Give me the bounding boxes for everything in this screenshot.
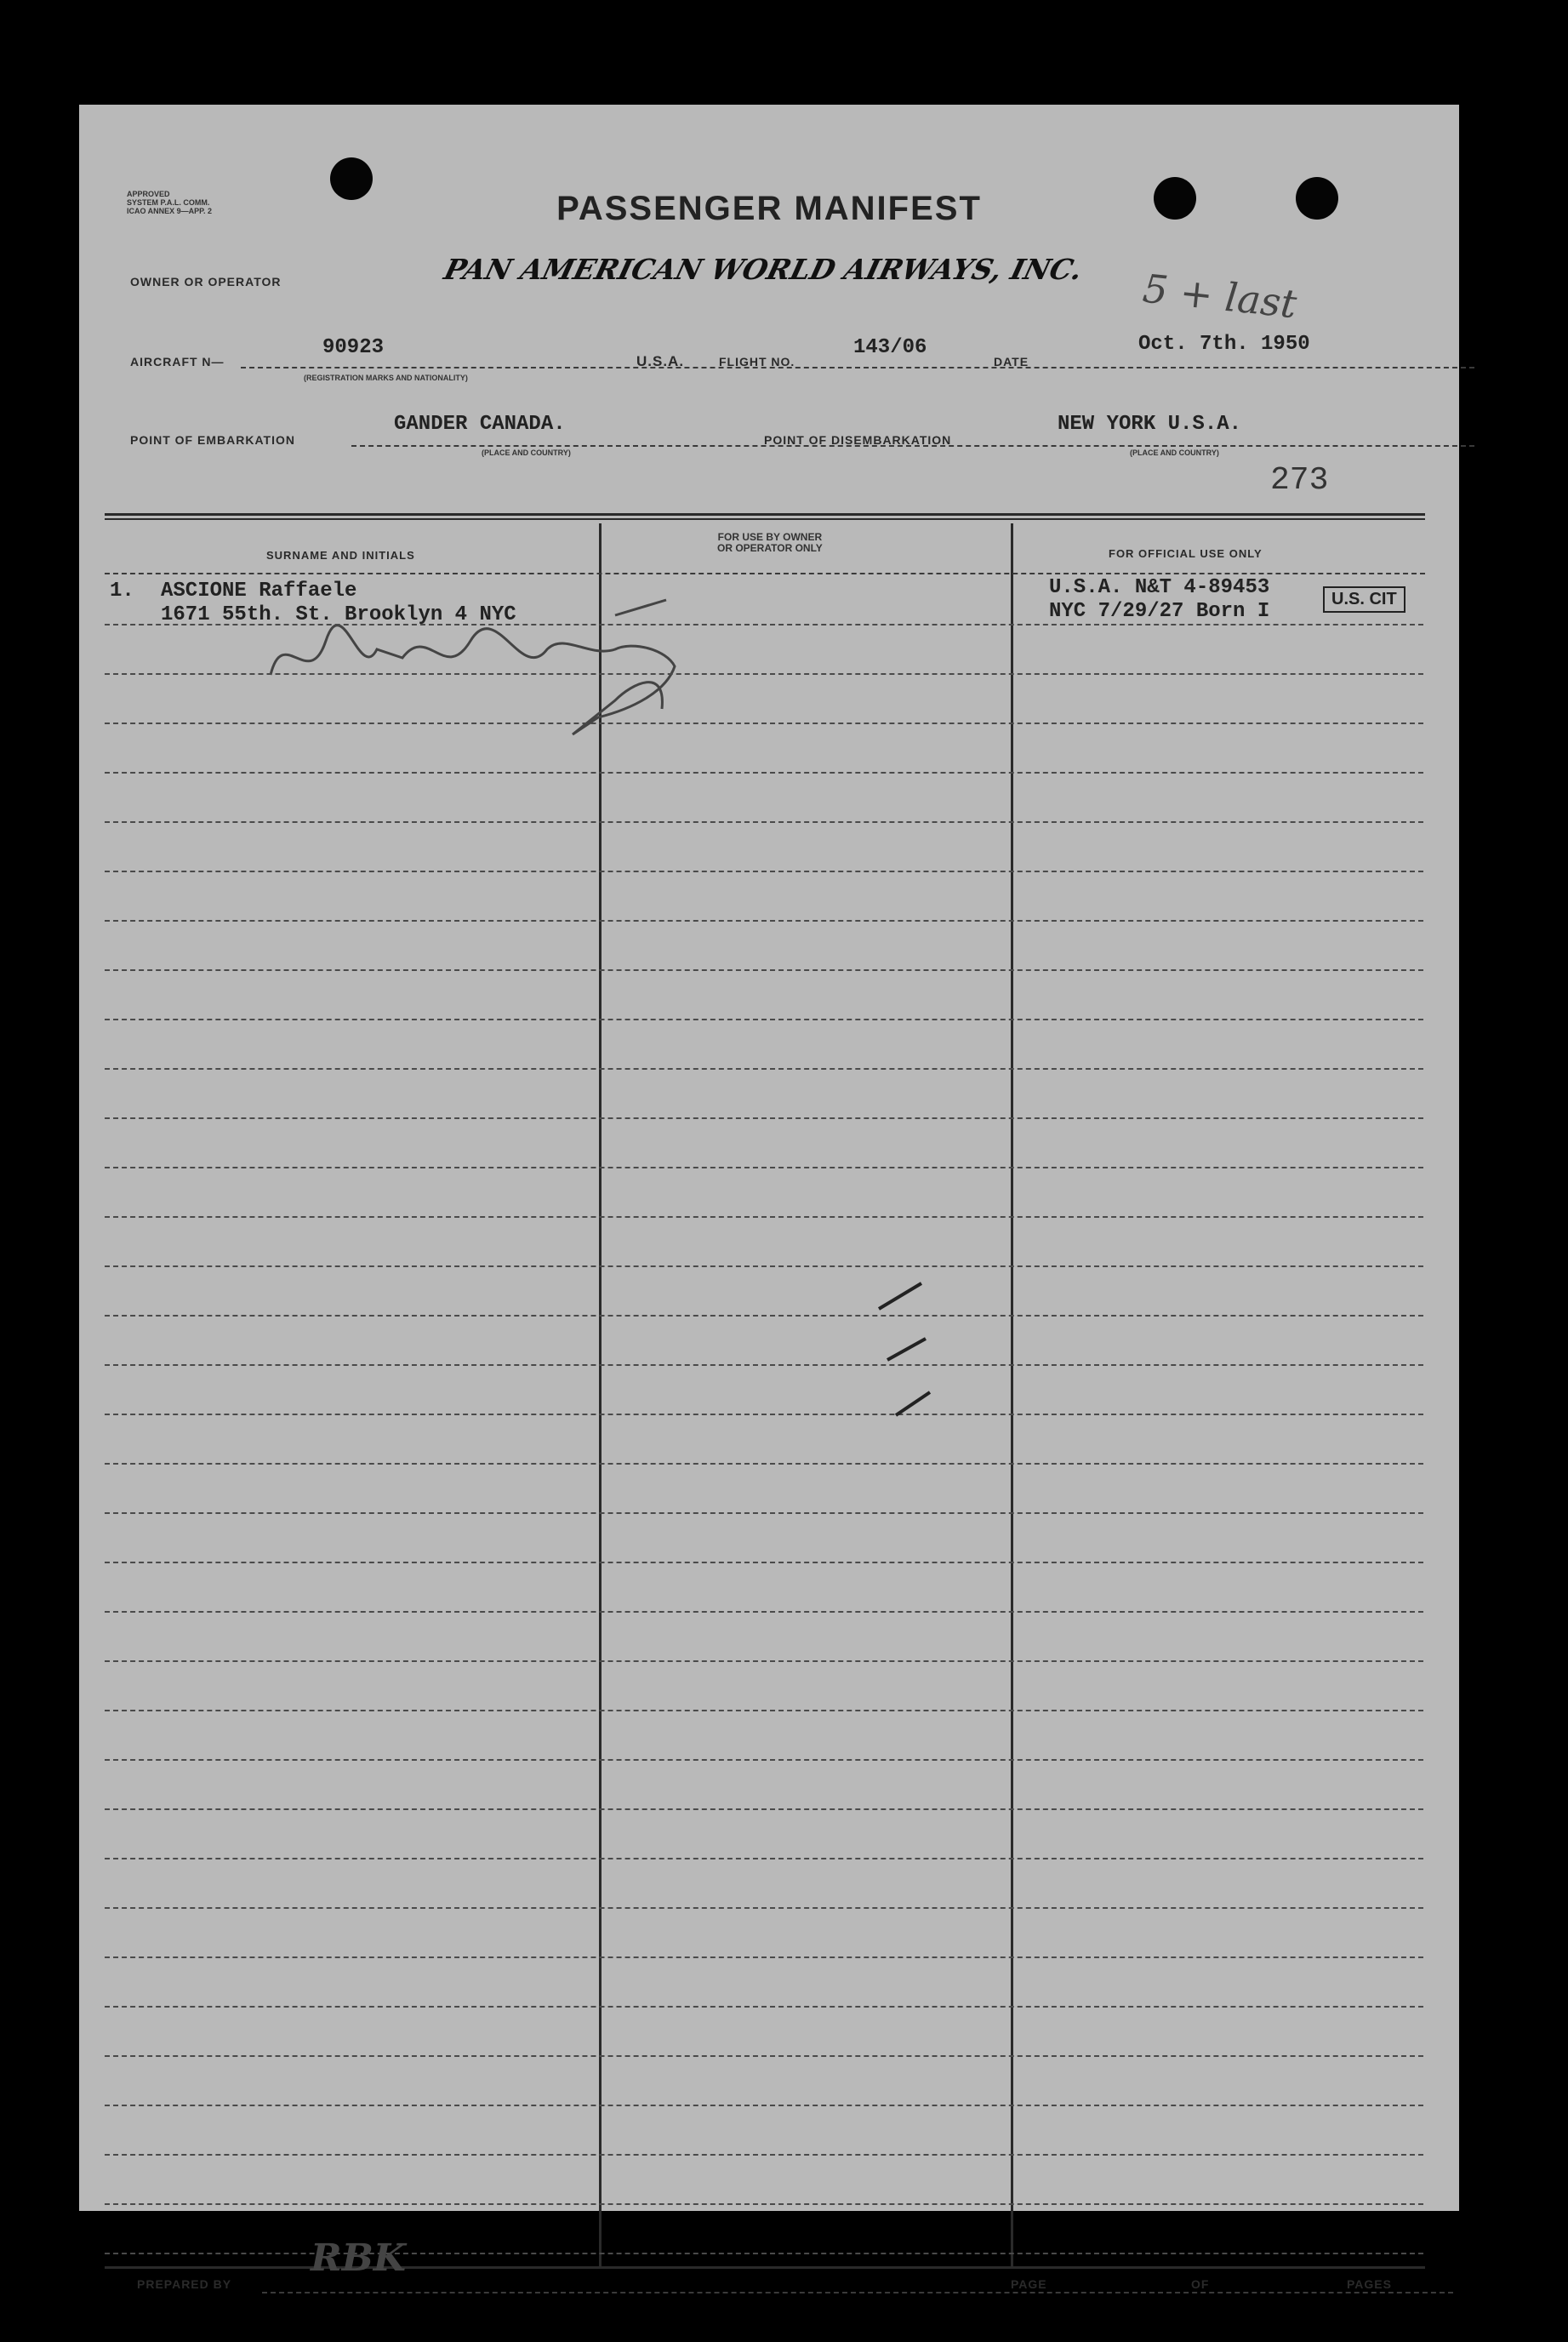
table-row-line bbox=[105, 1562, 1423, 1563]
flight-value: 143/06 bbox=[853, 336, 927, 359]
table-row-line bbox=[105, 1907, 1423, 1909]
table-row-line bbox=[105, 1117, 1423, 1119]
table-row-line bbox=[105, 1068, 1423, 1070]
table-bottom-rule bbox=[105, 2266, 1425, 2269]
table-row-line bbox=[105, 2154, 1423, 2156]
manifest-sheet bbox=[79, 105, 1459, 2291]
table-row-line bbox=[105, 1167, 1423, 1168]
table-row-line bbox=[105, 1216, 1423, 1218]
table-row-line bbox=[105, 723, 1423, 724]
col-header-surname: SURNAME AND INITIALS bbox=[266, 549, 415, 562]
table-row-line bbox=[105, 1315, 1423, 1317]
embarkation-sublabel: (PLACE AND COUNTRY) bbox=[482, 448, 571, 457]
aircraft-value: 90923 bbox=[322, 336, 385, 359]
entry-number: 1. bbox=[110, 580, 134, 603]
table-row-line bbox=[105, 624, 1423, 625]
table-row-line bbox=[105, 1611, 1423, 1613]
signature-drawing bbox=[190, 590, 785, 751]
approval-line: SYSTEM P.A.L. COMM. bbox=[127, 198, 210, 207]
table-row-line bbox=[105, 1512, 1423, 1514]
table-row-line bbox=[105, 2006, 1423, 2008]
date-value: Oct. 7th. 1950 bbox=[1138, 333, 1310, 356]
table-row-line bbox=[105, 1710, 1423, 1711]
handwritten-note: 5 + last bbox=[1140, 265, 1299, 328]
table-row-line bbox=[105, 821, 1423, 823]
table-row-line bbox=[105, 673, 1423, 675]
embarkation-underline bbox=[351, 445, 1474, 447]
col-header-official: FOR OFFICIAL USE ONLY bbox=[1109, 547, 1263, 560]
owner-label: OWNER OR OPERATOR bbox=[130, 275, 282, 288]
table-row-line bbox=[105, 1858, 1423, 1859]
header-underline bbox=[105, 573, 1425, 574]
prepared-by-underline bbox=[262, 2292, 1453, 2293]
table-row-line bbox=[105, 2105, 1423, 2106]
prepared-by-initials: RBK bbox=[311, 2236, 406, 2280]
pages-label: PAGES bbox=[1347, 2277, 1392, 2291]
table-top-rule bbox=[105, 518, 1425, 520]
citizenship-stamp: U.S. CIT bbox=[1323, 586, 1405, 613]
check-marks-drawing bbox=[875, 1266, 943, 1419]
page-title: PASSENGER MANIFEST bbox=[556, 190, 982, 227]
date-label: DATE bbox=[994, 355, 1029, 368]
page-label: PAGE bbox=[1011, 2277, 1047, 2291]
table-row-line bbox=[105, 2203, 1423, 2205]
embarkation-label: POINT OF EMBARKATION bbox=[130, 433, 295, 447]
table-row-line bbox=[105, 871, 1423, 872]
table-top-rule bbox=[105, 513, 1425, 516]
approval-line: ICAO ANNEX 9—APP. 2 bbox=[127, 207, 213, 215]
table-row-line bbox=[105, 1414, 1423, 1415]
table-row-line bbox=[105, 1463, 1423, 1465]
col-header-owner-use-line: OR OPERATOR ONLY bbox=[717, 542, 823, 554]
disembarkation-sublabel: (PLACE AND COUNTRY) bbox=[1130, 448, 1219, 457]
table-row-line bbox=[105, 920, 1423, 922]
table-row-line bbox=[105, 1019, 1423, 1020]
table-row-line bbox=[105, 1364, 1423, 1366]
table-row-line bbox=[105, 2253, 1423, 2254]
table-row-line bbox=[105, 1265, 1423, 1267]
nationality-label: U.S.A. bbox=[636, 353, 685, 369]
approval-line: APPROVED bbox=[127, 190, 170, 198]
aircraft-label: AIRCRAFT N— bbox=[130, 355, 225, 368]
table-row-line bbox=[105, 1759, 1423, 1761]
col-header-owner-use bbox=[717, 532, 823, 554]
disembarkation-label: POINT OF DISEMBARKATION bbox=[764, 433, 952, 447]
of-label: OF bbox=[1191, 2277, 1210, 2291]
table-row-line bbox=[105, 1956, 1423, 1958]
embarkation-value: GANDER CANADA. bbox=[394, 413, 566, 436]
prepared-by-label: PREPARED BY bbox=[137, 2277, 232, 2291]
table-row-line bbox=[105, 1808, 1423, 1810]
table-row-line bbox=[105, 1660, 1423, 1662]
disembarkation-value: NEW YORK U.S.A. bbox=[1058, 413, 1242, 436]
entry-address: 1671 55th. St. Brooklyn 4 NYC bbox=[161, 603, 516, 626]
aircraft-sublabel: (REGISTRATION MARKS AND NATIONALITY) bbox=[304, 374, 468, 382]
owner-value: PAN AMERICAN WORLD AIRWAYS, INC. bbox=[441, 253, 1086, 286]
table-row-line bbox=[105, 969, 1423, 971]
flight-label: FLIGHT NO. bbox=[719, 355, 795, 368]
table-row-line bbox=[105, 772, 1423, 774]
table-row-line bbox=[105, 2055, 1423, 2057]
aircraft-underline bbox=[241, 367, 1474, 368]
entry-name: ASCIONE Raffaele bbox=[161, 580, 357, 603]
col-header-owner-use-line: FOR USE BY OWNER bbox=[717, 531, 823, 543]
entry-official-line1: U.S.A. N&T 4-89453 bbox=[1049, 576, 1270, 599]
stamp-number: 273 bbox=[1270, 462, 1329, 499]
entry-official-line2: NYC 7/29/27 Born I bbox=[1049, 600, 1270, 623]
